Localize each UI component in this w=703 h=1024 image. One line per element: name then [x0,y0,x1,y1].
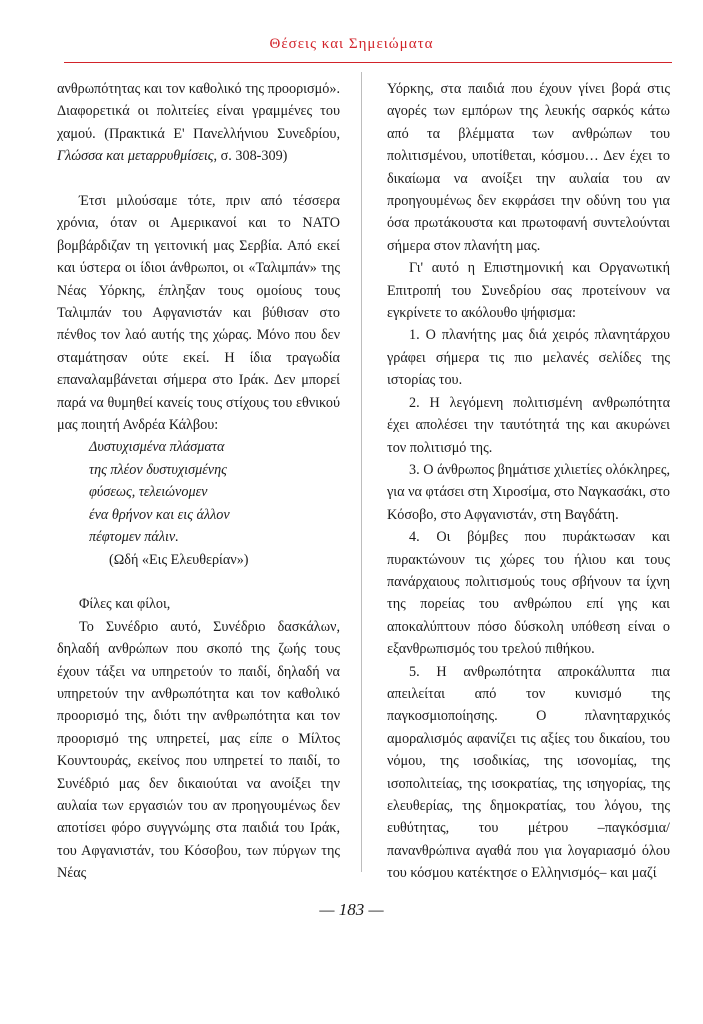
quote-title: Γλώσσα και μεταρρυθμίσεις [57,148,214,165]
paragraph-salutation: Φίλες και φίλοι, [79,596,171,613]
paragraph-continuation: Υόρκης, στα παιδιά που έχουν γίνει βορά στις αγορές των εμπόρων της λευκής σαρκός κάτω από τα βλέμματα των ανθρώπων του πολιτισμένου, υποτίθεται, κόσμου… Δεν έχει το δικαίωμα να ανοίξει την αυλαία του αν προηγουμένως δεν εκφράσει την οδύνη του για όσα πρωτάκουστα και πρωτοφανή συντελούνται σήμερα στον πλανήτη μας. [387,81,670,254]
poem-line: Δυστυχισμένα πλάσματα [89,439,225,456]
paragraph-gap [57,168,340,190]
quote-text: ανθρωπότητας και τον καθολικό της προορισμό». Διαφορετικά οι πολιτείες είναι γραμμένες του χαμού. (Πρακτικά Ε' Πανελλήνιου Συνεδρίου, [57,81,340,142]
paragraph-congress: Το Συνέδριο αυτό, Συνέδριο δασκάλων, δηλαδή ανθρώπων που σκοπό της ζωής τους έχουν τάξει να υπηρετούν το παιδί, δηλαδή να υπηρετούν την ανθρωπότητα και τον καθολικό προορισμό της, διότι την ανθρωπότητα και τον προορισμό της υπηρετεί, μας είπε ο Μίλτος Κουντουράς, εκείνος που υπηρετεί το παιδί, το Συνέδριό μας δεν δικαιούται να ανοίξει την αυλαία των εργασιών του αν προηγουμένως δεν αποτίσει φόρο συγγνώμης στα παιδιά του Ιράκ, του Αφγανιστάν, του Κόσοβου, των πύργων της Νέας [57,618,340,882]
paragraph-gap [57,571,340,593]
poem-excerpt [57,436,340,570]
right-column [387,78,670,885]
resolution-item-5: 5. Η ανθρωπότητα απροκάλυπτα πια απειλείται από τον κυνισμό της παγκοσμιοποίησης. Ο πλανηταρχικός αμοραλισμός αφανίζει τις αξίες του δικαίου, του νόμου, της ισοδικίας, της ισονομίας, της ισοπολιτείας, της ισοκρατίας, της ισηγορίας, της ελευθερίας, της δημοκρατίας, του λόγου, της ευθύτητας, του μέτρου –παγκόσμια/πανανθρώπινα αγαθά που για λογαριασμό όλου του κόσμου κατέκτησε ο Ελληνισμός– και μαζί [387,663,670,882]
paragraph-bombing: Έτσι μιλούσαμε τότε, πριν από τέσσερα χρόνια, όταν οι Αμερικανοί και το ΝΑΤΟ βομβάρδιζαν τη γειτονική μας Σερβία. Από εκεί και ύστερα οι ίδιοι άνθρωποι, οι «Ταλιμπάν» της Νέας Υόρκης, έπληξαν τους ομοίους τους Ταλιμπάν του Αφγανιστάν και βύθισαν στο πένθος τον λαό αυτής της χώρας. Μόνο που δεν σταμάτησαν ούτε εκεί. Η ίδια τραγωδία επαναλαμβάνεται σήμερα στο Ιράκ. Δεν μπορεί παρά να θυμηθεί κανείς τους στίχους του εθνικού μας ποιητή Ανδρέα Κάλβου: [57,193,340,434]
left-column [57,78,340,885]
resolution-item-4: 4. Οι βόμβες που πυράκτωσαν και πυρακτώνουν τις χώρες του ήλιου και τους πανάρχαιους πολιτισμούς τους σβήνουν τα ίχνη της πορείας του ανθρώπου επί γης και αποκαλύπτουν πόσο δύσκολη υπόθεση είναι ο εξανθρωπισμός του τρελού πιθήκου. [387,529,670,658]
page-number: — 183 — [319,900,384,919]
column-divider [361,72,362,872]
running-title: Θέσεις και Σημειώματα [269,36,434,52]
paragraph-resolution-intro: Γι' αυτό η Επιστημονική και Οργανωτική Επιτροπή του Συνεδρίου σας προτείνουν να εγκρίνετε το ακόλουθο ψήφισμα: [387,260,670,322]
poem-line: ένα θρήνον και εις άλλον [89,506,230,523]
quote-pages: , σ. 308-309) [213,148,288,165]
paragraph-quote-end [57,78,340,168]
poem-line: φύσεως, τελειώνομεν [89,484,208,501]
poem-source: (Ωδή «Εις Ελευθερίαν») [109,551,249,568]
resolution-item-3: 3. Ο άνθρωπος βημάτισε χιλιετίες ολόκληρες, για να φτάσει στη Χιροσίμα, στο Ναγκασάκι, στο Κόσοβο, στο Αφγανιστάν, στη Βαγδάτη. [387,461,670,523]
resolution-item-2: 2. Η λεγόμενη πολιτισμένη ανθρωπότητα έχει απολέσει την ταυτότητά της και ακυρώνει τον πολιτισμό της. [387,394,670,456]
resolution-item-1: 1. Ο πλανήτης μας διά χειρός πλανητάρχου γράφει σήμερα τις πιο μελανές σελίδες της ιστορίας του. [387,327,670,389]
poem-line: της πλέον δυστυχισμένης [89,461,227,478]
poem-line: πέφτομεν πάλιν. [89,529,179,546]
header-rule [64,62,672,63]
